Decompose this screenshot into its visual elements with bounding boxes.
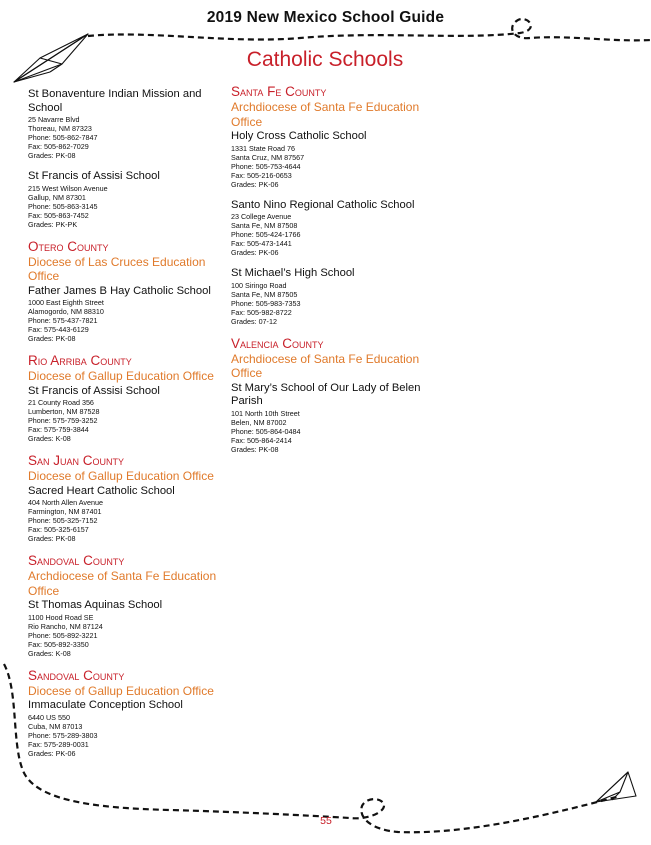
school-detail-line: Fax: 575-443-6129 bbox=[28, 325, 89, 334]
school-detail-line: Grades: PK-06 bbox=[28, 748, 76, 758]
school-detail-line: Phone: 505-862-7847 bbox=[28, 133, 98, 142]
school-detail-line: Fax: 575-289-0031 bbox=[28, 739, 89, 749]
school-detail-line: Fax: 505-473-1441 bbox=[231, 239, 292, 248]
school-detail-line: 101 North 10th Street bbox=[231, 408, 300, 418]
school-detail-line: 23 College Avenue bbox=[231, 212, 292, 221]
county-group bbox=[28, 553, 228, 658]
school-detail-line: 404 North Allen Avenue bbox=[28, 498, 103, 507]
school-entry bbox=[28, 599, 228, 658]
school-detail-line: Santa Fe, NM 87508 bbox=[231, 221, 298, 230]
page-number: 55 bbox=[320, 815, 332, 827]
school-detail-line: Phone: 505-892-3221 bbox=[28, 630, 98, 640]
page-title: Catholic Schools bbox=[246, 48, 404, 71]
school-detail-line: Phone: 505-424-1766 bbox=[231, 230, 301, 239]
school-name: St Mary’s School of Our Lady of Belen Parish bbox=[231, 381, 421, 407]
school-detail-line: Phone: 575-759-3252 bbox=[28, 416, 98, 425]
school-entry bbox=[28, 385, 228, 444]
school-detail-line: Fax: 505-982-8722 bbox=[231, 307, 292, 317]
school-detail-line: Grades: PK-08 bbox=[28, 334, 76, 343]
school-detail-line: Phone: 505-863-3145 bbox=[28, 201, 98, 211]
school-detail-line: Lumberton, NM 87528 bbox=[28, 407, 100, 416]
school-detail-line: Grades: PK-08 bbox=[28, 534, 76, 543]
county-group bbox=[231, 84, 431, 326]
school-detail-line: 100 Siringo Road bbox=[231, 280, 287, 290]
county-heading: Santa Fe County bbox=[231, 84, 327, 99]
county-heading: Rio Arriba County bbox=[28, 353, 132, 368]
county-group bbox=[28, 668, 228, 758]
school-detail-line: Fax: 505-325-6157 bbox=[28, 525, 89, 534]
school-detail-line: Thoreau, NM 87323 bbox=[28, 124, 92, 133]
school-detail-line: 1100 Hood Road SE bbox=[28, 612, 94, 622]
school-name: Sacred Heart Catholic School bbox=[28, 484, 175, 497]
education-office: Diocese of Las Cruces Education Office bbox=[28, 254, 206, 283]
county-group bbox=[28, 88, 228, 229]
right-column bbox=[231, 84, 431, 464]
school-detail-line: Grades: K-08 bbox=[28, 648, 71, 658]
school-detail-line: Santa Fe, NM 87505 bbox=[231, 289, 298, 299]
education-office: Archdiocese of Santa Fe Education Office bbox=[28, 569, 217, 598]
school-detail-line: Fax: 575-759-3844 bbox=[28, 425, 89, 434]
school-detail-line: Grades: PK-PK bbox=[28, 219, 78, 229]
school-detail-line: 1000 East Eighth Street bbox=[28, 298, 104, 307]
school-name: St Francis of Assisi School bbox=[28, 384, 160, 397]
county-group bbox=[28, 353, 228, 443]
school-detail-line: Phone: 575-437-7821 bbox=[28, 316, 98, 325]
school-detail-line: 1331 State Road 76 bbox=[231, 143, 295, 153]
school-entry bbox=[28, 170, 228, 229]
county-heading: Sandoval County bbox=[28, 667, 125, 683]
county-group bbox=[231, 336, 431, 454]
school-entry bbox=[231, 267, 431, 326]
education-office: Archdiocese of Santa Fe Education Office bbox=[231, 100, 420, 129]
school-detail-line: Grades: K-08 bbox=[28, 434, 71, 443]
school-detail-line: Grades: PK-08 bbox=[231, 444, 279, 454]
left-column bbox=[28, 87, 228, 768]
school-detail-line: Rio Rancho, NM 87124 bbox=[28, 621, 103, 631]
school-detail-line: Belen, NM 87002 bbox=[231, 417, 287, 427]
school-detail-line: 6440 US 550 bbox=[28, 712, 70, 722]
school-detail-line: Fax: 505-892-3350 bbox=[28, 639, 89, 649]
county-group bbox=[28, 453, 228, 543]
school-detail-line: Fax: 505-862-7029 bbox=[28, 142, 89, 151]
school-detail-line: 21 County Road 356 bbox=[28, 398, 94, 407]
education-office: Archdiocese of Santa Fe Education Office bbox=[231, 351, 420, 380]
education-office: Diocese of Gallup Education Office bbox=[28, 469, 214, 483]
school-name: Father James B Hay Catholic School bbox=[28, 284, 211, 297]
guide-header: 2019 New Mexico School Guide bbox=[206, 9, 445, 26]
school-detail-line: Grades: PK-08 bbox=[28, 151, 76, 160]
school-detail-line: Fax: 505-216-0653 bbox=[231, 170, 292, 180]
county-heading: Otero County bbox=[28, 238, 109, 254]
school-detail-line: Phone: 505-864-0484 bbox=[231, 426, 301, 436]
school-name: St Francis of Assisi School bbox=[28, 170, 160, 182]
school-entry bbox=[231, 199, 431, 258]
school-detail-line: Alamogordo, NM 88310 bbox=[28, 307, 104, 316]
school-detail-line: Farmington, NM 87401 bbox=[28, 507, 102, 516]
school-entry bbox=[28, 485, 228, 544]
school-detail-line: 25 Navarre Blvd bbox=[28, 115, 80, 124]
school-detail-line: Santa Cruz, NM 87567 bbox=[231, 152, 305, 162]
school-detail-line: 215 West Wilson Avenue bbox=[28, 183, 108, 193]
school-detail-line: Gallup, NM 87301 bbox=[28, 192, 86, 202]
school-detail-line: Grades: PK-06 bbox=[231, 248, 279, 257]
school-detail-line: Phone: 505-325-7152 bbox=[28, 516, 98, 525]
county-group bbox=[28, 239, 228, 344]
school-detail-line: Phone: 505-983-7353 bbox=[231, 298, 301, 308]
school-entry bbox=[231, 382, 431, 454]
school-entry bbox=[28, 699, 228, 758]
school-name: Holy Cross Catholic School bbox=[231, 130, 367, 142]
school-detail-line: Grades: 07-12 bbox=[231, 316, 277, 326]
education-office: Diocese of Gallup Education Office bbox=[28, 683, 214, 698]
school-name: St Michael’s High School bbox=[231, 267, 355, 279]
school-name: St Thomas Aquinas School bbox=[28, 599, 163, 611]
school-name: St Bonaventure Indian Mission and School bbox=[28, 88, 202, 114]
education-office: Diocese of Gallup Education Office bbox=[28, 369, 214, 383]
county-heading: Valencia County bbox=[231, 335, 324, 351]
school-detail-line: Cuba, NM 87013 bbox=[28, 721, 83, 731]
paper-airplane-icon bbox=[14, 34, 88, 82]
school-name: Immaculate Conception School bbox=[28, 699, 183, 711]
county-heading: Sandoval County bbox=[28, 553, 125, 568]
school-name: Santo Nino Regional Catholic School bbox=[231, 198, 415, 211]
school-detail-line: Phone: 505-753-4644 bbox=[231, 161, 301, 171]
county-heading: San Juan County bbox=[28, 453, 125, 468]
school-entry bbox=[231, 130, 431, 189]
school-entry bbox=[28, 285, 228, 344]
school-entry bbox=[28, 88, 228, 160]
school-detail-line: Fax: 505-864-2414 bbox=[231, 435, 292, 445]
school-detail-line: Grades: PK-06 bbox=[231, 179, 279, 189]
school-detail-line: Fax: 505-863-7452 bbox=[28, 210, 89, 220]
school-detail-line: Phone: 575-289-3803 bbox=[28, 730, 98, 740]
